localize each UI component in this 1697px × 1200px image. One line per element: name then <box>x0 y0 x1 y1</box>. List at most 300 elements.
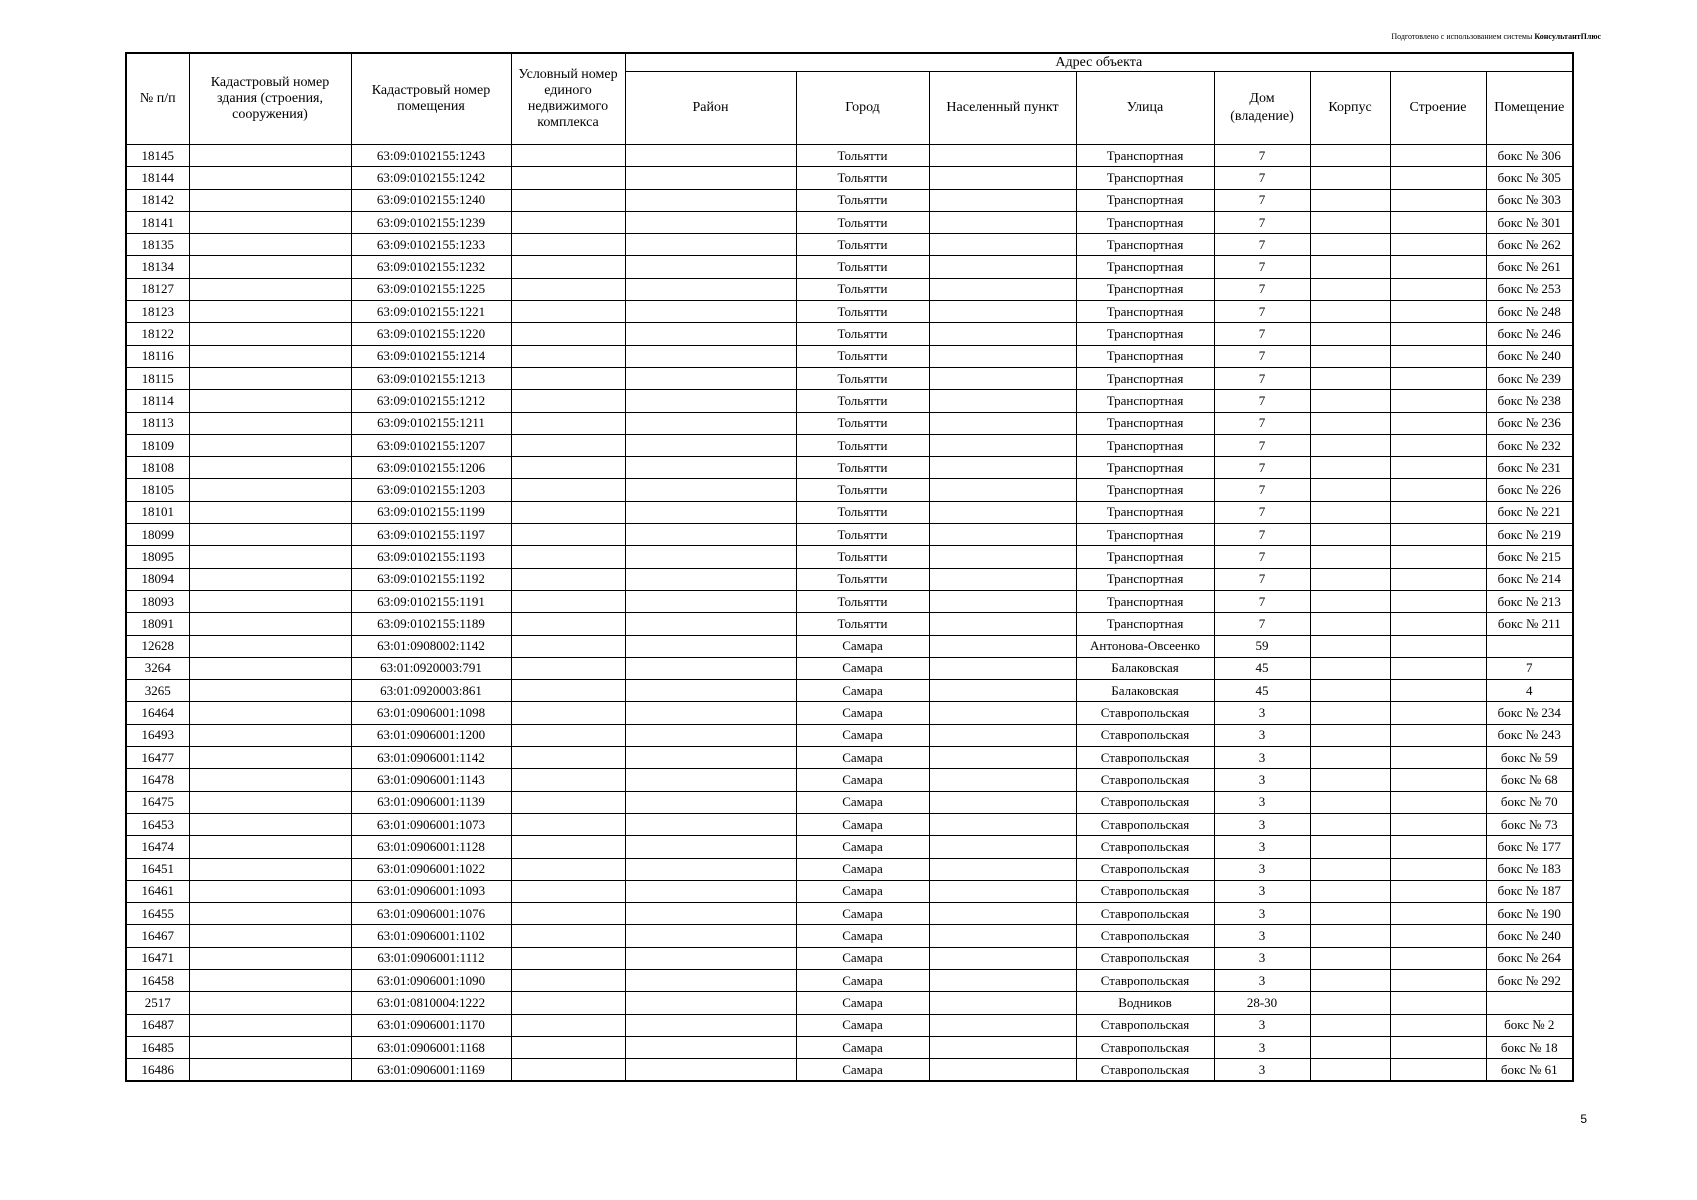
settlement-cell <box>929 167 1076 189</box>
block-cell <box>1310 613 1390 635</box>
house-cell: 3 <box>1214 903 1310 925</box>
premises-cell: бокс № 190 <box>1486 903 1573 925</box>
settlement-cell <box>929 769 1076 791</box>
house-cell: 3 <box>1214 969 1310 991</box>
premises-cell: бокс № 234 <box>1486 702 1573 724</box>
table-row <box>126 390 1573 412</box>
block-cell <box>1310 434 1390 456</box>
street-cell: Транспортная <box>1076 434 1214 456</box>
premises-cell <box>1486 992 1573 1014</box>
num-cell: 18145 <box>126 145 189 167</box>
num-cell: 18127 <box>126 278 189 300</box>
district-cell <box>625 813 796 835</box>
house-cell: 3 <box>1214 791 1310 813</box>
premises-cell <box>1486 635 1573 657</box>
premises-cadastral-cell: 63:09:0102155:1233 <box>351 234 511 256</box>
premises-cadastral-cell: 63:01:0906001:1112 <box>351 947 511 969</box>
district-cell <box>625 1036 796 1058</box>
block-cell <box>1310 925 1390 947</box>
complex-number-cell <box>511 546 625 568</box>
complex-number-cell <box>511 457 625 479</box>
house-cell: 3 <box>1214 702 1310 724</box>
building-cadastral-cell <box>189 747 351 769</box>
settlement-cell <box>929 189 1076 211</box>
block-cell <box>1310 813 1390 835</box>
street-cell: Транспортная <box>1076 211 1214 233</box>
structure-cell <box>1390 1036 1486 1058</box>
num-cell: 16487 <box>126 1014 189 1036</box>
brand-name: КонсультантПлюс <box>1534 32 1601 41</box>
premises-cadastral-cell: 63:01:0906001:1090 <box>351 969 511 991</box>
premises-cadastral-cell: 63:09:0102155:1203 <box>351 479 511 501</box>
block-cell <box>1310 1059 1390 1082</box>
structure-cell <box>1390 211 1486 233</box>
street-cell: Ставропольская <box>1076 903 1214 925</box>
house-cell: 7 <box>1214 434 1310 456</box>
settlement-cell <box>929 211 1076 233</box>
house-cell: 7 <box>1214 546 1310 568</box>
premises-cell: бокс № 246 <box>1486 323 1573 345</box>
complex-number-cell <box>511 367 625 389</box>
block-cell <box>1310 234 1390 256</box>
city-cell: Самара <box>796 769 929 791</box>
premises-cell: бокс № 292 <box>1486 969 1573 991</box>
settlement-cell <box>929 791 1076 813</box>
building-cadastral-cell <box>189 992 351 1014</box>
col-header-premises: Помещение <box>1486 72 1573 145</box>
num-cell: 18093 <box>126 590 189 612</box>
table-row <box>126 479 1573 501</box>
building-cadastral-cell <box>189 524 351 546</box>
premises-cell: бокс № 214 <box>1486 568 1573 590</box>
district-cell <box>625 278 796 300</box>
complex-number-cell <box>511 211 625 233</box>
premises-cadastral-cell: 63:01:0906001:1093 <box>351 880 511 902</box>
table-row <box>126 769 1573 791</box>
house-cell: 3 <box>1214 813 1310 835</box>
city-cell: Тольятти <box>796 345 929 367</box>
num-cell: 18108 <box>126 457 189 479</box>
structure-cell <box>1390 479 1486 501</box>
settlement-cell <box>929 590 1076 612</box>
building-cadastral-cell <box>189 680 351 702</box>
building-cadastral-cell <box>189 947 351 969</box>
structure-cell <box>1390 925 1486 947</box>
premises-cadastral-cell: 63:09:0102155:1221 <box>351 301 511 323</box>
house-cell: 7 <box>1214 390 1310 412</box>
structure-cell <box>1390 546 1486 568</box>
district-cell <box>625 925 796 947</box>
premises-cell: бокс № 61 <box>1486 1059 1573 1082</box>
city-cell: Тольятти <box>796 546 929 568</box>
building-cadastral-cell <box>189 836 351 858</box>
num-cell: 16478 <box>126 769 189 791</box>
settlement-cell <box>929 1036 1076 1058</box>
property-table <box>125 52 1574 1082</box>
complex-number-cell <box>511 323 625 345</box>
col-header-address-group: Адрес объекта <box>625 53 1573 72</box>
district-cell <box>625 590 796 612</box>
complex-number-cell <box>511 747 625 769</box>
house-cell: 7 <box>1214 345 1310 367</box>
street-cell: Транспортная <box>1076 301 1214 323</box>
table-row <box>126 211 1573 233</box>
settlement-cell <box>929 524 1076 546</box>
num-cell: 3264 <box>126 657 189 679</box>
col-header-district: Район <box>625 72 796 145</box>
premises-cadastral-cell: 63:09:0102155:1197 <box>351 524 511 546</box>
table-row <box>126 457 1573 479</box>
premises-cadastral-cell: 63:09:0102155:1240 <box>351 189 511 211</box>
num-cell: 18123 <box>126 301 189 323</box>
structure-cell <box>1390 635 1486 657</box>
table-row <box>126 145 1573 167</box>
building-cadastral-cell <box>189 791 351 813</box>
block-cell <box>1310 211 1390 233</box>
building-cadastral-cell <box>189 613 351 635</box>
city-cell: Самара <box>796 836 929 858</box>
district-cell <box>625 1014 796 1036</box>
district-cell <box>625 747 796 769</box>
house-cell: 7 <box>1214 367 1310 389</box>
settlement-cell <box>929 367 1076 389</box>
num-cell: 18099 <box>126 524 189 546</box>
premises-cadastral-cell: 63:09:0102155:1220 <box>351 323 511 345</box>
street-cell: Транспортная <box>1076 457 1214 479</box>
street-cell: Транспортная <box>1076 390 1214 412</box>
premises-cadastral-cell: 63:01:0906001:1168 <box>351 1036 511 1058</box>
complex-number-cell <box>511 1036 625 1058</box>
table-row <box>126 501 1573 523</box>
city-cell: Самара <box>796 791 929 813</box>
house-cell: 7 <box>1214 501 1310 523</box>
house-cell: 7 <box>1214 256 1310 278</box>
building-cadastral-cell <box>189 858 351 880</box>
table-row <box>126 524 1573 546</box>
table-row <box>126 590 1573 612</box>
building-cadastral-cell <box>189 189 351 211</box>
building-cadastral-cell <box>189 1059 351 1082</box>
street-cell: Транспортная <box>1076 234 1214 256</box>
city-cell: Тольятти <box>796 613 929 635</box>
street-cell: Ставропольская <box>1076 858 1214 880</box>
premises-cadastral-cell: 63:09:0102155:1213 <box>351 367 511 389</box>
city-cell: Тольятти <box>796 256 929 278</box>
street-cell: Транспортная <box>1076 546 1214 568</box>
table-row <box>126 367 1573 389</box>
building-cadastral-cell <box>189 702 351 724</box>
building-cadastral-cell <box>189 590 351 612</box>
premises-cadastral-cell: 63:01:0920003:861 <box>351 680 511 702</box>
house-cell: 3 <box>1214 724 1310 746</box>
num-cell: 16474 <box>126 836 189 858</box>
city-cell: Самара <box>796 657 929 679</box>
block-cell <box>1310 278 1390 300</box>
table-row <box>126 969 1573 991</box>
complex-number-cell <box>511 657 625 679</box>
num-cell: 12628 <box>126 635 189 657</box>
premises-cadastral-cell: 63:01:0906001:1200 <box>351 724 511 746</box>
table-row <box>126 434 1573 456</box>
house-cell: 45 <box>1214 657 1310 679</box>
district-cell <box>625 434 796 456</box>
block-cell <box>1310 256 1390 278</box>
building-cadastral-cell <box>189 479 351 501</box>
num-cell: 16485 <box>126 1036 189 1058</box>
settlement-cell <box>929 301 1076 323</box>
col-header-structure: Строение <box>1390 72 1486 145</box>
city-cell: Самара <box>796 680 929 702</box>
city-cell: Тольятти <box>796 501 929 523</box>
complex-number-cell <box>511 590 625 612</box>
premises-cadastral-cell: 63:09:0102155:1242 <box>351 167 511 189</box>
table-row <box>126 234 1573 256</box>
structure-cell <box>1390 724 1486 746</box>
table-row <box>126 992 1573 1014</box>
table-row <box>126 278 1573 300</box>
table-row <box>126 880 1573 902</box>
premises-cadastral-cell: 63:09:0102155:1191 <box>351 590 511 612</box>
premises-cell: бокс № 213 <box>1486 590 1573 612</box>
block-cell <box>1310 724 1390 746</box>
house-cell: 7 <box>1214 167 1310 189</box>
complex-number-cell <box>511 1059 625 1082</box>
block-cell <box>1310 590 1390 612</box>
num-cell: 18122 <box>126 323 189 345</box>
complex-number-cell <box>511 680 625 702</box>
premises-cell: бокс № 301 <box>1486 211 1573 233</box>
num-cell: 18134 <box>126 256 189 278</box>
structure-cell <box>1390 613 1486 635</box>
col-header-building-cadastral: Кадастровый номер здания (строения, сооружения) <box>189 53 351 145</box>
complex-number-cell <box>511 145 625 167</box>
premises-cell: бокс № 243 <box>1486 724 1573 746</box>
district-cell <box>625 301 796 323</box>
settlement-cell <box>929 836 1076 858</box>
settlement-cell <box>929 145 1076 167</box>
building-cadastral-cell <box>189 434 351 456</box>
house-cell: 7 <box>1214 479 1310 501</box>
house-cell: 7 <box>1214 457 1310 479</box>
building-cadastral-cell <box>189 925 351 947</box>
building-cadastral-cell <box>189 880 351 902</box>
num-cell: 16493 <box>126 724 189 746</box>
table-row <box>126 903 1573 925</box>
complex-number-cell <box>511 234 625 256</box>
house-cell: 3 <box>1214 1059 1310 1082</box>
settlement-cell <box>929 434 1076 456</box>
settlement-cell <box>929 457 1076 479</box>
building-cadastral-cell <box>189 412 351 434</box>
complex-number-cell <box>511 256 625 278</box>
settlement-cell <box>929 501 1076 523</box>
settlement-cell <box>929 412 1076 434</box>
premises-cadastral-cell: 63:01:0906001:1143 <box>351 769 511 791</box>
structure-cell <box>1390 813 1486 835</box>
house-cell: 7 <box>1214 278 1310 300</box>
street-cell: Транспортная <box>1076 145 1214 167</box>
building-cadastral-cell <box>189 367 351 389</box>
district-cell <box>625 791 796 813</box>
house-cell: 3 <box>1214 1036 1310 1058</box>
city-cell: Самара <box>796 1014 929 1036</box>
structure-cell <box>1390 747 1486 769</box>
table-row <box>126 680 1573 702</box>
district-cell <box>625 167 796 189</box>
city-cell: Самара <box>796 947 929 969</box>
block-cell <box>1310 791 1390 813</box>
house-cell: 3 <box>1214 769 1310 791</box>
block-cell <box>1310 345 1390 367</box>
house-cell: 3 <box>1214 747 1310 769</box>
num-cell: 16486 <box>126 1059 189 1082</box>
premises-cadastral-cell: 63:01:0906001:1170 <box>351 1014 511 1036</box>
structure-cell <box>1390 657 1486 679</box>
street-cell: Транспортная <box>1076 590 1214 612</box>
num-cell: 18095 <box>126 546 189 568</box>
structure-cell <box>1390 769 1486 791</box>
block-cell <box>1310 457 1390 479</box>
district-cell <box>625 680 796 702</box>
house-cell: 7 <box>1214 524 1310 546</box>
city-cell: Самара <box>796 1036 929 1058</box>
street-cell: Ставропольская <box>1076 925 1214 947</box>
city-cell: Тольятти <box>796 167 929 189</box>
structure-cell <box>1390 1014 1486 1036</box>
premises-cadastral-cell: 63:09:0102155:1199 <box>351 501 511 523</box>
structure-cell <box>1390 836 1486 858</box>
street-cell: Ставропольская <box>1076 1014 1214 1036</box>
structure-cell <box>1390 524 1486 546</box>
street-cell: Транспортная <box>1076 412 1214 434</box>
table-row <box>126 635 1573 657</box>
table-body <box>126 145 1573 1082</box>
col-header-num: № п/п <box>126 53 189 145</box>
settlement-cell <box>929 880 1076 902</box>
settlement-cell <box>929 680 1076 702</box>
premises-cell: бокс № 18 <box>1486 1036 1573 1058</box>
settlement-cell <box>929 613 1076 635</box>
num-cell: 18115 <box>126 367 189 389</box>
city-cell: Тольятти <box>796 278 929 300</box>
premises-cell: бокс № 236 <box>1486 412 1573 434</box>
complex-number-cell <box>511 724 625 746</box>
settlement-cell <box>929 479 1076 501</box>
building-cadastral-cell <box>189 1036 351 1058</box>
district-cell <box>625 858 796 880</box>
settlement-cell <box>929 747 1076 769</box>
premises-cadastral-cell: 63:09:0102155:1243 <box>351 145 511 167</box>
house-cell: 7 <box>1214 412 1310 434</box>
structure-cell <box>1390 167 1486 189</box>
note-text: Подготовлено с использованием системы <box>1391 32 1533 41</box>
settlement-cell <box>929 858 1076 880</box>
table-row <box>126 791 1573 813</box>
district-cell <box>625 769 796 791</box>
structure-cell <box>1390 680 1486 702</box>
city-cell: Тольятти <box>796 189 929 211</box>
premises-cell: бокс № 187 <box>1486 880 1573 902</box>
settlement-cell <box>929 969 1076 991</box>
premises-cadastral-cell: 63:01:0906001:1139 <box>351 791 511 813</box>
premises-cell: 4 <box>1486 680 1573 702</box>
street-cell: Транспортная <box>1076 501 1214 523</box>
house-cell: 7 <box>1214 613 1310 635</box>
street-cell: Ставропольская <box>1076 1059 1214 1082</box>
building-cadastral-cell <box>189 903 351 925</box>
street-cell: Ставропольская <box>1076 813 1214 835</box>
complex-number-cell <box>511 568 625 590</box>
num-cell: 16467 <box>126 925 189 947</box>
district-cell <box>625 234 796 256</box>
structure-cell <box>1390 256 1486 278</box>
district-cell <box>625 568 796 590</box>
house-cell: 59 <box>1214 635 1310 657</box>
structure-cell <box>1390 702 1486 724</box>
structure-cell <box>1390 457 1486 479</box>
complex-number-cell <box>511 278 625 300</box>
complex-number-cell <box>511 992 625 1014</box>
street-cell: Балаковская <box>1076 680 1214 702</box>
premises-cell: бокс № 303 <box>1486 189 1573 211</box>
block-cell <box>1310 880 1390 902</box>
building-cadastral-cell <box>189 345 351 367</box>
district-cell <box>625 702 796 724</box>
premises-cadastral-cell: 63:09:0102155:1225 <box>351 278 511 300</box>
building-cadastral-cell <box>189 234 351 256</box>
block-cell <box>1310 635 1390 657</box>
settlement-cell <box>929 903 1076 925</box>
structure-cell <box>1390 434 1486 456</box>
district-cell <box>625 546 796 568</box>
complex-number-cell <box>511 501 625 523</box>
premises-cell: бокс № 177 <box>1486 836 1573 858</box>
settlement-cell <box>929 813 1076 835</box>
building-cadastral-cell <box>189 457 351 479</box>
premises-cell: бокс № 226 <box>1486 479 1573 501</box>
settlement-cell <box>929 390 1076 412</box>
premises-cadastral-cell: 63:09:0102155:1206 <box>351 457 511 479</box>
city-cell: Тольятти <box>796 211 929 233</box>
district-cell <box>625 969 796 991</box>
premises-cell: бокс № 261 <box>1486 256 1573 278</box>
table-row <box>126 546 1573 568</box>
settlement-cell <box>929 635 1076 657</box>
premises-cell: бокс № 2 <box>1486 1014 1573 1036</box>
col-header-premises-cadastral: Кадастровый номер помещения <box>351 53 511 145</box>
col-header-complex-number: Условный номер единого недвижимого комплекса <box>511 53 625 145</box>
structure-cell <box>1390 234 1486 256</box>
city-cell: Тольятти <box>796 367 929 389</box>
settlement-cell <box>929 234 1076 256</box>
street-cell: Ставропольская <box>1076 1036 1214 1058</box>
settlement-cell <box>929 1059 1076 1082</box>
block-cell <box>1310 323 1390 345</box>
settlement-cell <box>929 1014 1076 1036</box>
district-cell <box>625 367 796 389</box>
building-cadastral-cell <box>189 657 351 679</box>
premises-cadastral-cell: 63:09:0102155:1232 <box>351 256 511 278</box>
col-header-street: Улица <box>1076 72 1214 145</box>
building-cadastral-cell <box>189 301 351 323</box>
house-cell: 7 <box>1214 568 1310 590</box>
settlement-cell <box>929 278 1076 300</box>
complex-number-cell <box>511 635 625 657</box>
structure-cell <box>1390 903 1486 925</box>
settlement-cell <box>929 947 1076 969</box>
house-cell: 3 <box>1214 1014 1310 1036</box>
premises-cell: бокс № 68 <box>1486 769 1573 791</box>
